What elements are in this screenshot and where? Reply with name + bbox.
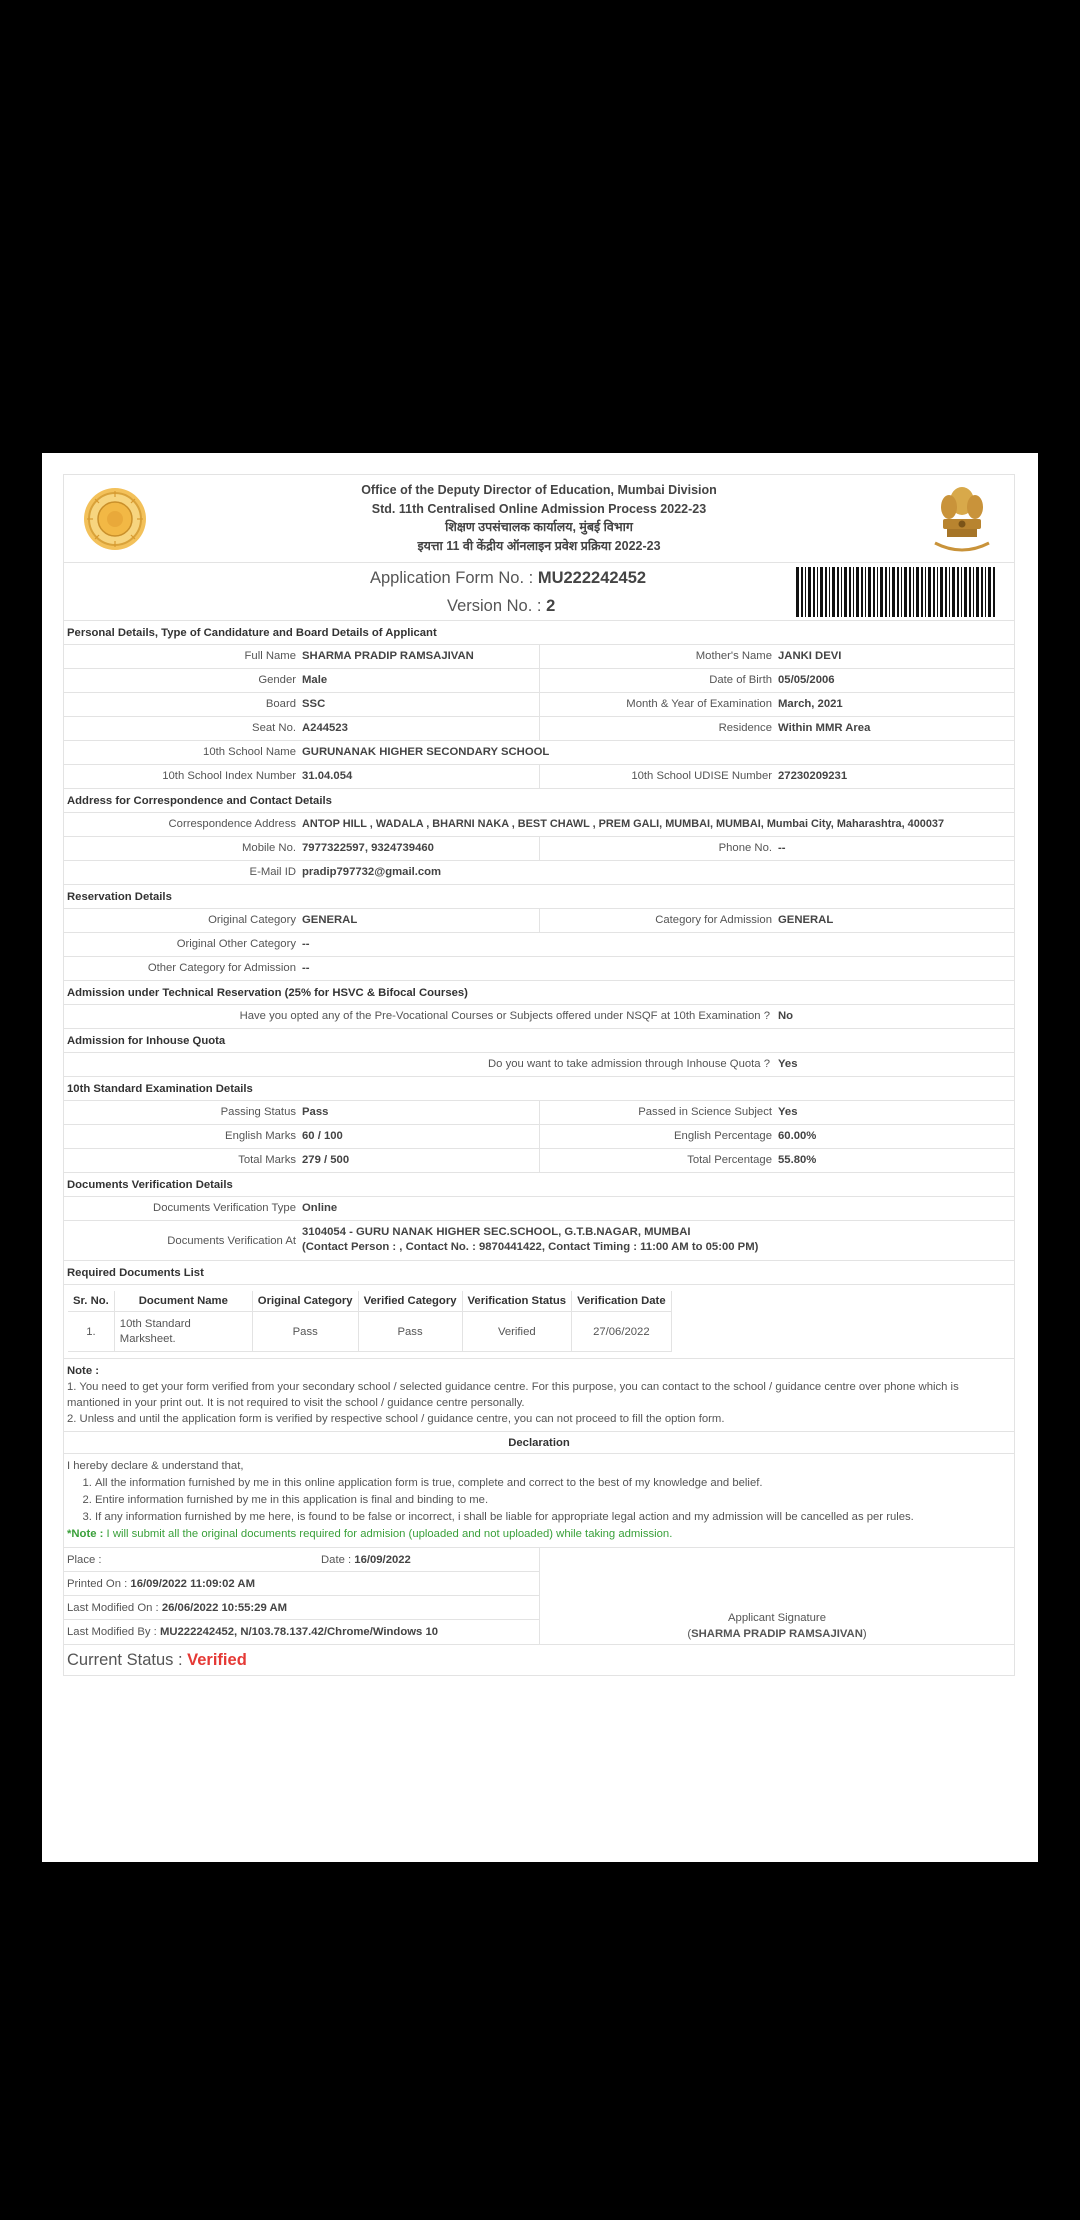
section-address: Address for Correspondence and Contact Details [64, 789, 1014, 813]
total-marks-label: Total Marks [238, 1154, 296, 1166]
modified-by-label: Last Modified By : [67, 1626, 157, 1638]
gender-label: Gender [258, 674, 296, 686]
modified-row [64, 1596, 539, 1620]
mobile-label: Mobile No. [242, 842, 296, 854]
form-no-label: Application Form No. : [370, 569, 534, 587]
gender-value: Male [302, 674, 328, 686]
modified-by-value: MU222242452, N/103.78.137.42/Chrome/Windows 10 [159, 1626, 439, 1638]
cell-original-category: Pass [252, 1312, 358, 1352]
declaration-item-2: 2. Entire information furnished by me in this application is final and binding to me. [95, 1492, 1011, 1509]
declaration-list [67, 1475, 1011, 1526]
science-value: Yes [778, 1106, 798, 1118]
inhouse-answer: Yes [778, 1058, 798, 1070]
declaration-note-label: *Note : [67, 1528, 104, 1540]
eng-pct-label: English Percentage [674, 1130, 772, 1142]
exam-month-label: Month & Year of Examination [626, 698, 772, 710]
technical-answer: No [778, 1010, 794, 1022]
place-date-row [64, 1548, 539, 1572]
date-value: 16/09/2022 [354, 1554, 411, 1566]
row-gender-dob [64, 669, 1014, 693]
header-line-2: Std. 11th Centralised Online Admission Process 2022-23 [371, 501, 707, 516]
total-marks-value: 279 / 500 [302, 1154, 350, 1166]
mother-name-label: Mother's Name [695, 650, 772, 662]
cell-document-name: 10th Standard Marksheet. [114, 1312, 252, 1352]
inhouse-question: Do you want to take admission through Inhouse Quota ? [488, 1058, 770, 1070]
cell-sr-no: 1. [68, 1312, 114, 1352]
modified-by-row [64, 1620, 539, 1644]
row-categories [64, 909, 1014, 933]
corr-address-value: ANTOP HILL , WADALA , BHARNI NAKA , BEST CHAWL , PREM GALI, MUMBAI, MUMBAI, Mumbai City, Maharashtra, 400037 [302, 818, 945, 830]
index-label: 10th School Index Number [162, 770, 296, 782]
corr-address-label: Correspondence Address [168, 818, 296, 830]
other-adm-value: -- [302, 962, 310, 974]
maharashtra-seal-icon [83, 487, 147, 551]
section-exam: 10th Standard Examination Details [64, 1077, 1014, 1101]
header-line-3: शिक्षण उपसंचालक कार्यालय, मुंबई विभाग [445, 520, 633, 534]
section-technical: Admission under Technical Reservation (25% for HSVC & Bifocal Courses) [64, 981, 1014, 1005]
col-original-category: Original Category [252, 1291, 358, 1312]
full-name-label: Full Name [244, 650, 296, 662]
row-mobile-phone [64, 837, 1014, 861]
row-index-udise [64, 765, 1014, 789]
note-line-1: 1. You need to get your form verified from your secondary school / selected guidance centre. For this purpose, you can contact to the school / guidance centre over phone which is mantioned in your print out. It is not required to visit the school / guidance centre personally. [67, 1381, 959, 1409]
header-line-1: Office of the Deputy Director of Education, Mumbai Division [361, 483, 717, 497]
declaration-intro: I hereby declare & understand that, [67, 1460, 244, 1472]
verif-at-label: Documents Verification At [167, 1235, 296, 1247]
row-other-adm [64, 957, 1014, 981]
required-docs-table [68, 1291, 672, 1352]
verif-at-line-2: (Contact Person : , Contact No. : 9870441422, Contact Timing : 11:00 AM to 05:00 PM) [302, 1241, 759, 1253]
passing-label: Passing Status [220, 1106, 296, 1118]
board-value: SSC [302, 698, 326, 710]
col-sr-no: Sr. No. [68, 1291, 114, 1312]
row-technical [64, 1005, 1014, 1029]
header-line-4: इयत्ता 11 वी केंद्रीय ऑनलाइन प्रवेश प्रक्रिया 2022-23 [417, 538, 661, 553]
cell-verified-category: Pass [358, 1312, 462, 1352]
orig-category-label: Original Category [208, 914, 296, 926]
version-value: 2 [546, 597, 556, 615]
index-value: 31.04.054 [302, 770, 353, 782]
current-status [64, 1645, 1014, 1675]
dob-value: 05/05/2006 [778, 674, 835, 686]
col-verification-date: Verification Date [572, 1291, 672, 1312]
board-label: Board [265, 698, 296, 710]
eng-marks-label: English Marks [225, 1130, 296, 1142]
residence-value: Within MMR Area [778, 722, 871, 734]
school-value: GURUNANAK HIGHER SECONDARY SCHOOL [302, 746, 550, 758]
row-board-exam [64, 693, 1014, 717]
admission-form [63, 474, 1015, 1676]
table-header-row [68, 1291, 671, 1312]
declaration-block [64, 1454, 1014, 1548]
full-name-value: SHARMA PRADIP RAMSAJIVAN [302, 650, 474, 662]
section-inhouse: Admission for Inhouse Quota [64, 1029, 1014, 1053]
document-sheet [42, 453, 1038, 1862]
row-seat-residence [64, 717, 1014, 741]
signature-area: Applicant Signature (SHARMA PRADIP RAMSAJIVAN) [540, 1548, 1014, 1644]
dob-label: Date of Birth [709, 674, 772, 686]
eng-marks-value: 60 / 100 [302, 1130, 343, 1142]
form-header [64, 475, 1014, 563]
phone-label: Phone No. [718, 842, 772, 854]
printed-row [64, 1572, 539, 1596]
declaration-item-1: 1. All the information furnished by me in this online application form is true, complete and correct to the best of my knowledge and belief. [95, 1475, 1011, 1492]
udise-label: 10th School UDISE Number [631, 770, 772, 782]
declaration-item-3: 3. If any information furnished by me here, is found to be false or incorrect, i shall be liable for appropriate legal action and my admission will be cancelled as per rules. [95, 1509, 1011, 1526]
row-total [64, 1149, 1014, 1173]
barcode-icon [796, 567, 996, 617]
row-inhouse [64, 1053, 1014, 1077]
col-verified-category: Verified Category [358, 1291, 462, 1312]
declaration-title: Declaration [64, 1432, 1014, 1454]
adm-category-value: GENERAL [778, 914, 834, 926]
section-reservation: Reservation Details [64, 885, 1014, 909]
declaration-note-text: I will submit all the original documents required for admision (uploaded and not uploaded) while taking admission. [103, 1528, 673, 1540]
eng-pct-value: 60.00% [778, 1130, 817, 1142]
school-label: 10th School Name [203, 746, 296, 758]
row-verif-type [64, 1197, 1014, 1221]
modified-value: 26/06/2022 10:55:29 AM [161, 1602, 288, 1614]
note-title: Note : [67, 1365, 100, 1377]
col-verification-status: Verification Status [462, 1291, 572, 1312]
adm-category-label: Category for Admission [655, 914, 772, 926]
status-label: Current Status : [67, 1651, 183, 1669]
section-required-docs: Required Documents List [64, 1261, 1014, 1285]
signature-name: SHARMA PRADIP RAMSAJIVAN [691, 1628, 863, 1640]
section-docs-verification: Documents Verification Details [64, 1173, 1014, 1197]
other-adm-label: Other Category for Admission [147, 962, 296, 974]
row-orig-other [64, 933, 1014, 957]
india-emblem-icon [929, 481, 995, 557]
verif-type-label: Documents Verification Type [153, 1202, 296, 1214]
printed-label: Printed On : [67, 1578, 128, 1590]
status-badge: Verified [187, 1651, 247, 1669]
version-label: Version No. : [447, 597, 542, 615]
total-pct-label: Total Percentage [687, 1154, 772, 1166]
exam-month-value: March, 2021 [778, 698, 843, 710]
seat-label: Seat No. [252, 722, 296, 734]
application-number-block [64, 563, 1014, 621]
orig-category-value: GENERAL [302, 914, 358, 926]
verif-at-line-1: 3104054 - GURU NANAK HIGHER SEC.SCHOOL, G.T.B.NAGAR, MUMBAI [302, 1226, 691, 1238]
udise-value: 27230209231 [778, 770, 848, 782]
email-label: E-Mail ID [249, 866, 296, 878]
email-value: pradip797732@gmail.com [302, 866, 442, 878]
row-correspondence [64, 813, 1014, 837]
declaration-note [67, 1526, 1011, 1543]
row-email [64, 861, 1014, 885]
printed-value: 16/09/2022 11:09:02 AM [130, 1578, 255, 1590]
orig-other-value: -- [302, 938, 310, 950]
col-document-name: Document Name [114, 1291, 252, 1312]
orig-other-label: Original Other Category [176, 938, 296, 950]
residence-label: Residence [718, 722, 772, 734]
note-line-2: 2. Unless and until the application form is verified by respective school / guidance centre, you can not proceed to fill the option form. [67, 1413, 725, 1425]
row-name-mother [64, 645, 1014, 669]
seat-value: A244523 [302, 722, 348, 734]
form-no-value: MU222242452 [537, 569, 647, 587]
row-english [64, 1125, 1014, 1149]
modified-label: Last Modified On : [67, 1602, 159, 1614]
section-personal: Personal Details, Type of Candidature and Board Details of Applicant [64, 621, 1014, 645]
date-label: Date : [321, 1554, 352, 1566]
mother-name-value: JANKI DEVI [778, 650, 842, 662]
cell-verification-status: Verified [462, 1312, 572, 1352]
mobile-value: 7977322597, 9324739460 [302, 842, 434, 854]
row-verif-at [64, 1221, 1014, 1261]
total-pct-value: 55.80% [778, 1154, 817, 1166]
verif-type-value: Online [302, 1202, 338, 1214]
row-passing [64, 1101, 1014, 1125]
footer-block [64, 1548, 1014, 1645]
cell-verification-date: 27/06/2022 [572, 1312, 672, 1352]
signature-label: Applicant Signature [728, 1612, 826, 1624]
row-school [64, 741, 1014, 765]
technical-question: Have you opted any of the Pre-Vocational Courses or Subjects offered under NSQF at 10th Examination ? [239, 1010, 770, 1022]
place-label: Place : [67, 1554, 102, 1566]
science-label: Passed in Science Subject [638, 1106, 772, 1118]
phone-value: -- [778, 842, 786, 854]
passing-value: Pass [302, 1106, 329, 1118]
table-row [68, 1312, 671, 1352]
note-block [64, 1359, 1014, 1432]
